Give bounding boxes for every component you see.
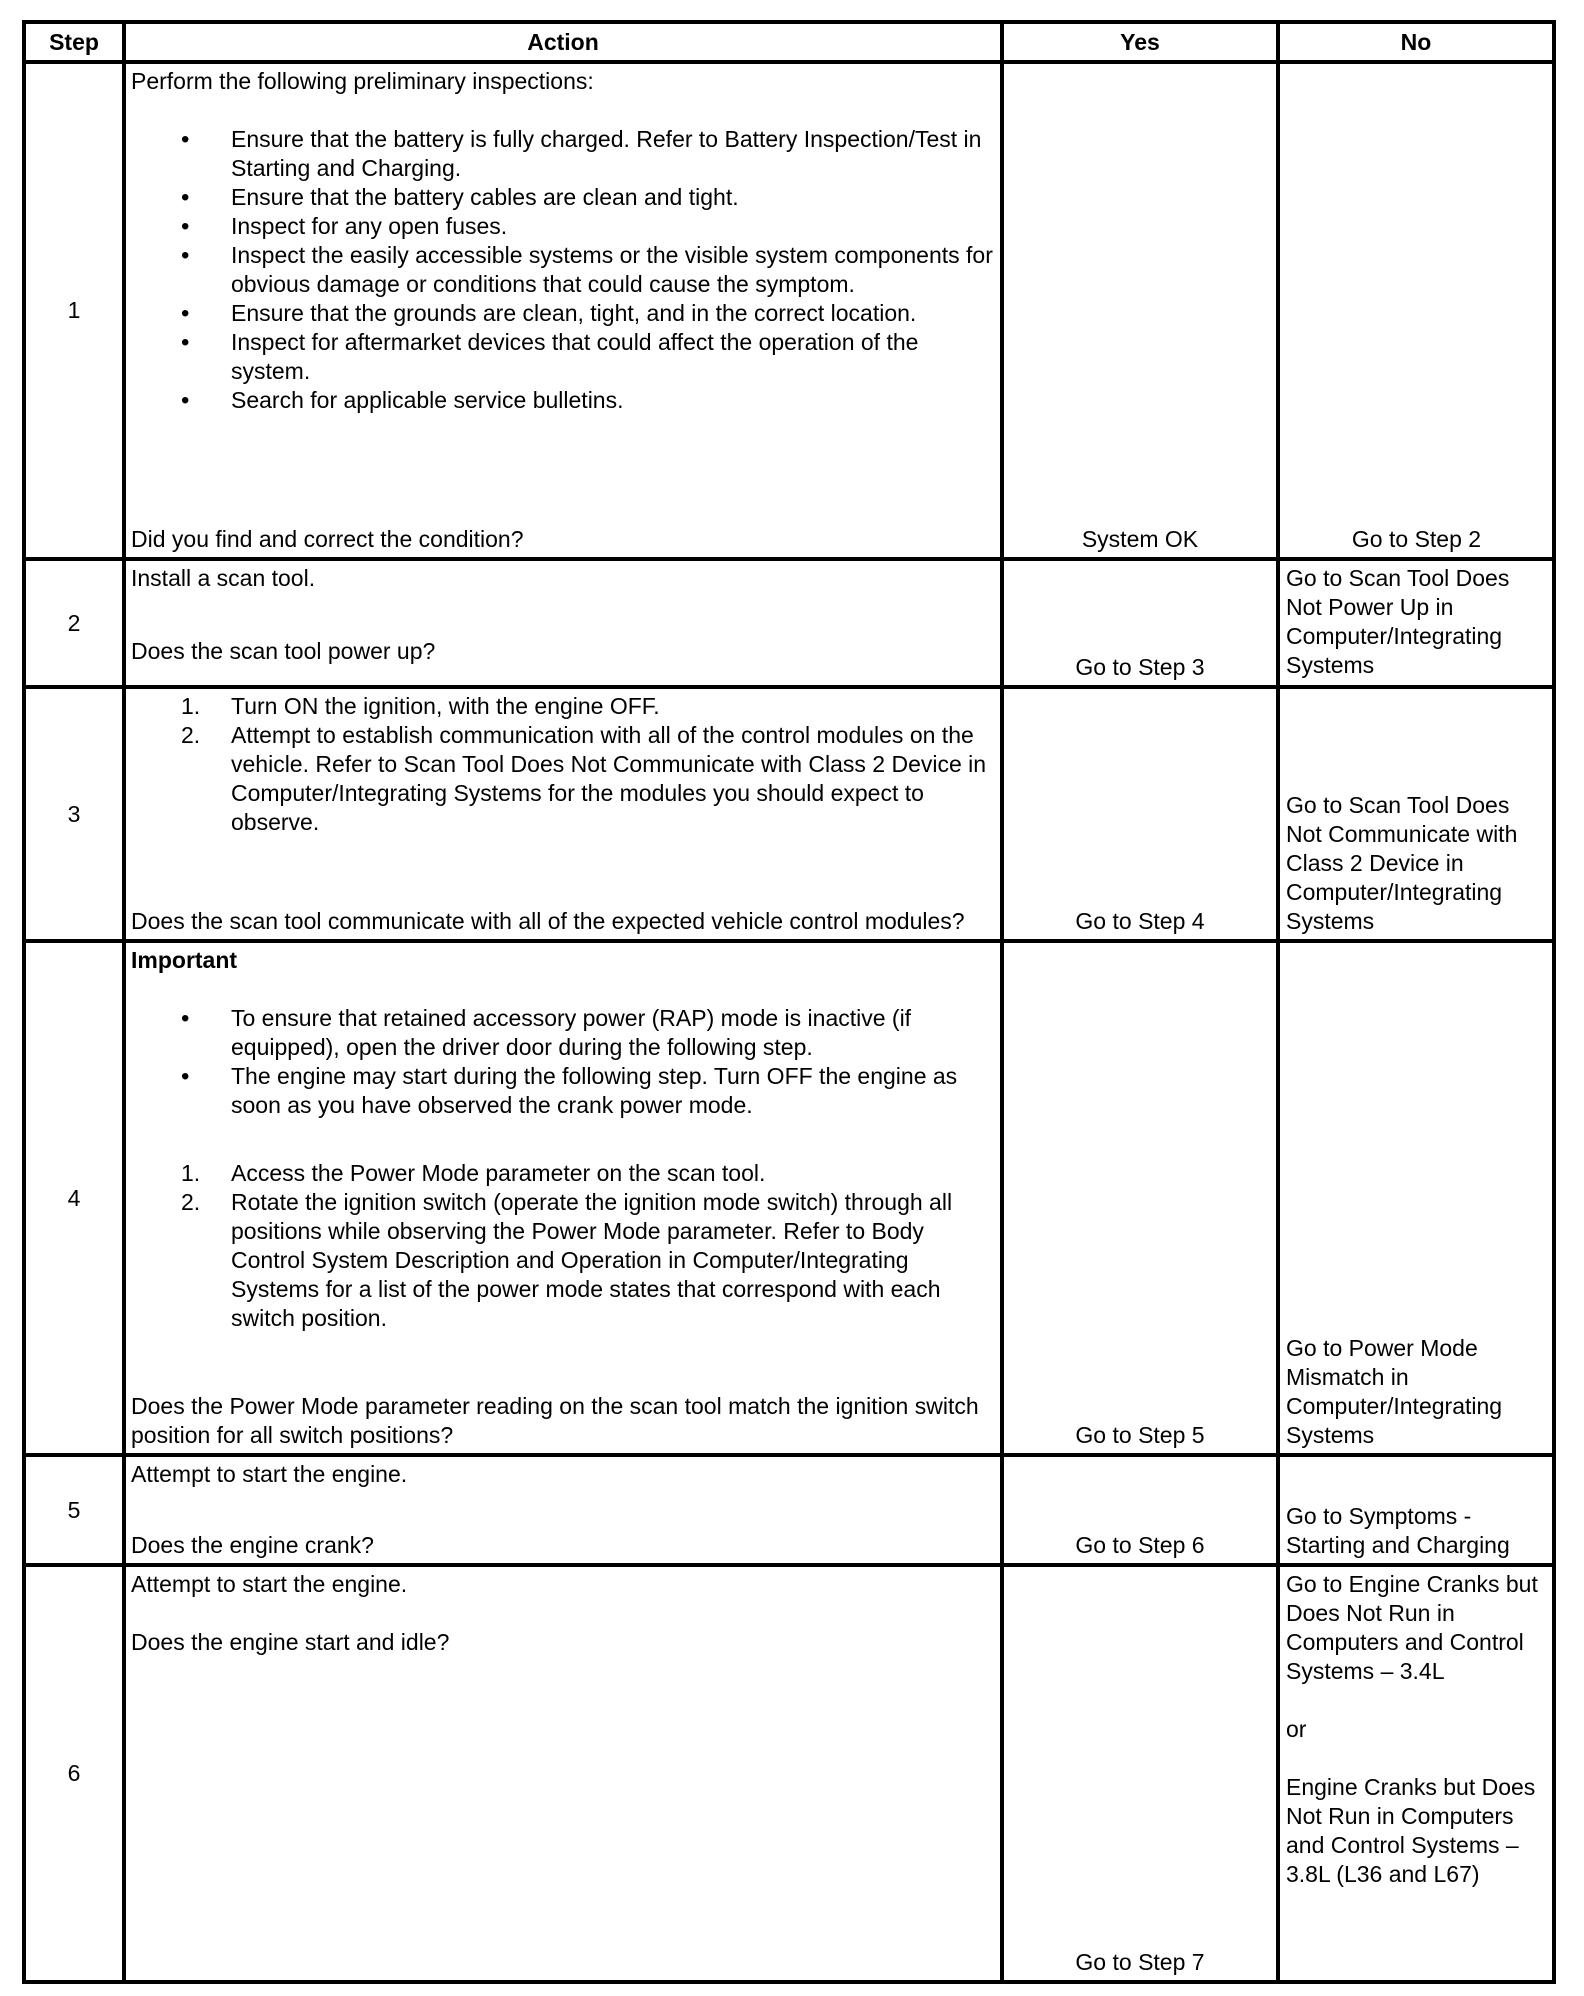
list-item: • To ensure that retained accessory power (RAP) mode is inactive (if equipped), open the driver door during the following step. [131, 1004, 995, 1062]
yes-result: Go to Step 5 [1002, 941, 1278, 1455]
table-row [24, 941, 1554, 1455]
step-number: 2 [24, 559, 124, 687]
list-item: 1. Access the Power Mode parameter on the scan tool. [181, 1160, 766, 1186]
list-item: • Inspect for aftermarket devices that could affect the operation of the system. [131, 328, 995, 386]
list-item: • Search for applicable service bulletins. [131, 386, 995, 415]
yes-result: Go to Step 4 [1002, 687, 1278, 941]
action-question: Does the engine start and idle? [131, 1629, 450, 1655]
yes-result: Go to Step 7 [1002, 1565, 1278, 1982]
yes-result: Go to Step 6 [1002, 1455, 1278, 1565]
header-yes: Yes [1002, 22, 1278, 62]
no-result-part: Engine Cranks but Does Not Run in Computers and Control Systems – 3.8L (L36 and L67) [1286, 1774, 1536, 1887]
table-row [24, 62, 1554, 559]
action-question: Does the engine crank? [131, 1532, 374, 1558]
action-intro: Attempt to start the engine. [131, 1461, 408, 1487]
list-item: • Ensure that the battery is fully charged. Refer to Battery Inspection/Test in Starting and Charging. [131, 125, 995, 183]
action-question: Does the scan tool communicate with all of the expected vehicle control modules? [131, 908, 965, 934]
list-item: • Inspect the easily accessible systems or the visible system components for obvious damage or conditions that could cause the symptom. [131, 241, 995, 299]
step-number: 3 [24, 687, 124, 941]
action-cell [124, 941, 1002, 1455]
list-item: 2. Attempt to establish communication with all of the control modules on the vehicle. Refer to Scan Tool Does Not Communicate with Class 2 Device in Computer/Integrating Systems for the modules you should expect to observe. [181, 722, 987, 835]
step-number: 1 [24, 62, 124, 559]
yes-result: Go to Step 3 [1002, 559, 1278, 687]
action-cell [124, 1455, 1002, 1565]
no-result: Go to Symptoms - Starting and Charging [1278, 1455, 1554, 1565]
header-row [24, 22, 1554, 62]
no-result-part: or [1286, 1716, 1307, 1742]
action-cell [124, 559, 1002, 687]
step-number: 4 [24, 941, 124, 1455]
list-item: • Ensure that the grounds are clean, tight, and in the correct location. [131, 299, 995, 328]
action-intro: Install a scan tool. [131, 565, 316, 591]
bullet-list [131, 125, 995, 415]
action-question: Does the Power Mode parameter reading on the scan tool match the ignition switch position for all switch positions? [131, 1393, 979, 1448]
no-result: Go to Step 2 [1278, 62, 1554, 559]
table-row [24, 1455, 1554, 1565]
no-result [1278, 1565, 1554, 1982]
step-number: 6 [24, 1565, 124, 1982]
table-row [24, 559, 1554, 687]
header-step: Step [24, 22, 124, 62]
action-cell [124, 687, 1002, 941]
numbered-list [131, 692, 995, 837]
table-row [24, 1565, 1554, 1982]
no-result-part: Go to Engine Cranks but Does Not Run in Computers and Control Systems – 3.4L [1286, 1571, 1538, 1684]
step-number: 5 [24, 1455, 124, 1565]
important-label: Important [131, 947, 238, 973]
list-item: 2. Rotate the ignition switch (operate the ignition mode switch) through all positions while observing the Power Mode parameter. Refer to Body Control System Description and Operation in Computer/Integrating Systems for a list of the power mode states that correspond with each switch position. [181, 1189, 953, 1331]
yes-result: System OK [1002, 62, 1278, 559]
table-row [24, 687, 1554, 941]
numbered-list [131, 1159, 995, 1333]
no-result: Go to Scan Tool Does Not Communicate with Class 2 Device in Computer/Integrating Systems [1278, 687, 1554, 941]
action-question: Did you find and correct the condition? [131, 526, 524, 552]
list-item: • The engine may start during the following step. Turn OFF the engine as soon as you have observed the crank power mode. [131, 1062, 995, 1120]
diagnostic-table [22, 20, 1556, 1984]
no-result: Go to Scan Tool Does Not Power Up in Computer/Integrating Systems [1278, 559, 1554, 687]
action-question: Does the scan tool power up? [131, 638, 436, 664]
action-cell [124, 1565, 1002, 1982]
header-action: Action [124, 22, 1002, 62]
list-item: • Ensure that the battery cables are clean and tight. [131, 183, 995, 212]
list-item: • Inspect for any open fuses. [131, 212, 995, 241]
action-cell [124, 62, 1002, 559]
list-item: 1. Turn ON the ignition, with the engine OFF. [181, 693, 660, 719]
header-no: No [1278, 22, 1554, 62]
bullet-list [131, 1004, 995, 1120]
action-intro: Attempt to start the engine. [131, 1571, 408, 1597]
action-intro: Perform the following preliminary inspections: [131, 68, 594, 94]
no-result: Go to Power Mode Mismatch in Computer/Integrating Systems [1278, 941, 1554, 1455]
